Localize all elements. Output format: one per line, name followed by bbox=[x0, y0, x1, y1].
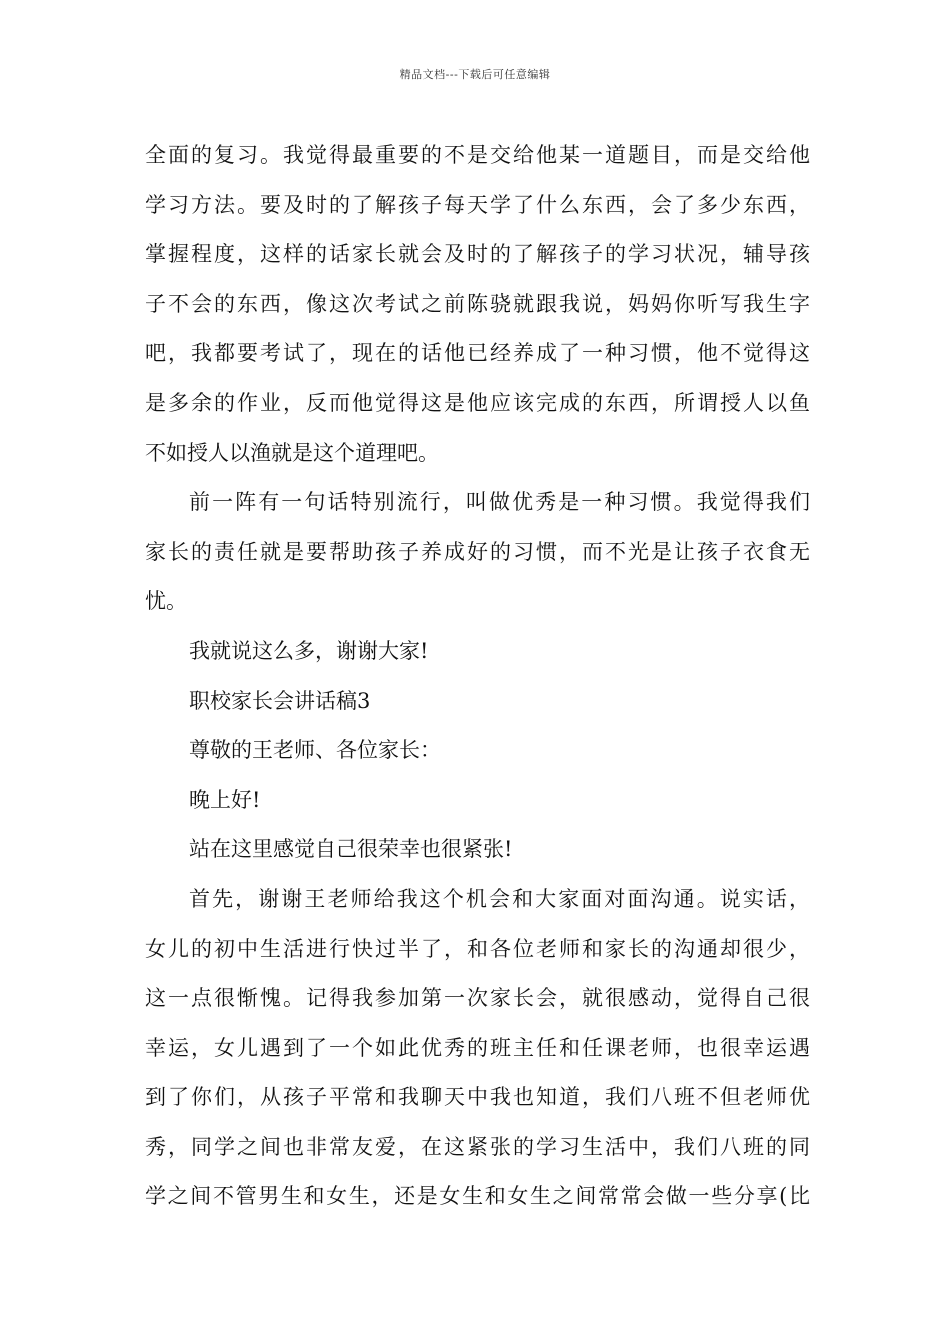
greeting: 晚上好! bbox=[189, 787, 261, 812]
opening-line: 站在这里感觉自己很荣幸也很紧张! bbox=[189, 837, 513, 862]
document-body bbox=[145, 131, 810, 1222]
paragraph-8-line-2: 女儿的初中生活进行快过半了，和各位老师和家长的沟通却很少， bbox=[145, 936, 810, 961]
paragraph-8-line-1: 首先，谢谢王老师给我这个机会和大家面对面沟通。说实话， bbox=[189, 886, 810, 911]
paragraph-8-line-3: 这一点很惭愧。记得我参加第一次家长会，就很感动，觉得自己很 bbox=[145, 986, 810, 1011]
paragraph-1-line-3: 掌握程度，这样的话家长就会及时的了解孩子的学习状况，辅导孩 bbox=[145, 242, 810, 267]
page-header: 精品文档---下载后可任意编辑 bbox=[399, 68, 551, 81]
section-title: 职校家长会讲话稿3 bbox=[189, 688, 371, 713]
paragraph-8-line-5: 到了你们，从孩子平常和我聊天中我也知道，我们八班不但老师优 bbox=[145, 1085, 810, 1110]
paragraph-8-line-6: 秀，同学之间也非常友爱，在这紧张的学习生活中，我们八班的同 bbox=[145, 1134, 810, 1159]
closing-remark: 我就说这么多，谢谢大家! bbox=[189, 638, 429, 663]
paragraph-1-line-2: 学习方法。要及时的了解孩子每天学了什么东西，会了多少东西， bbox=[145, 192, 810, 217]
paragraph-1-line-7: 不如授人以渔就是这个道理吧。 bbox=[145, 440, 439, 465]
paragraph-2-line-1: 前一阵有一句话特别流行，叫做优秀是一种习惯。我觉得我们 bbox=[189, 490, 810, 515]
paragraph-2-line-2: 家长的责任就是要帮助孩子养成好的习惯，而不光是让孩子衣食无 bbox=[145, 539, 810, 564]
paragraph-8-line-7: 学之间不管男生和女生，还是女生和女生之间常常会做一些分享(比 bbox=[145, 1184, 810, 1209]
paragraph-2-line-3: 忧。 bbox=[145, 589, 187, 614]
paragraph-1-line-4: 子不会的东西，像这次考试之前陈骁就跟我说，妈妈你听写我生字 bbox=[145, 291, 810, 316]
paragraph-1-line-6: 是多余的作业，反而他觉得这是他应该完成的东西，所谓授人以鱼 bbox=[145, 390, 810, 415]
paragraph-8-line-4: 幸运，女儿遇到了一个如此优秀的班主任和任课老师，也很幸运遇 bbox=[145, 1035, 810, 1060]
paragraph-1-line-5: 吧，我都要考试了，现在的话他已经养成了一种习惯，他不觉得这 bbox=[145, 341, 810, 366]
salutation: 尊敬的王老师、各位家长： bbox=[189, 738, 441, 763]
paragraph-1-line-1: 全面的复习。我觉得最重要的不是交给他某一道题目，而是交给他 bbox=[145, 143, 810, 167]
